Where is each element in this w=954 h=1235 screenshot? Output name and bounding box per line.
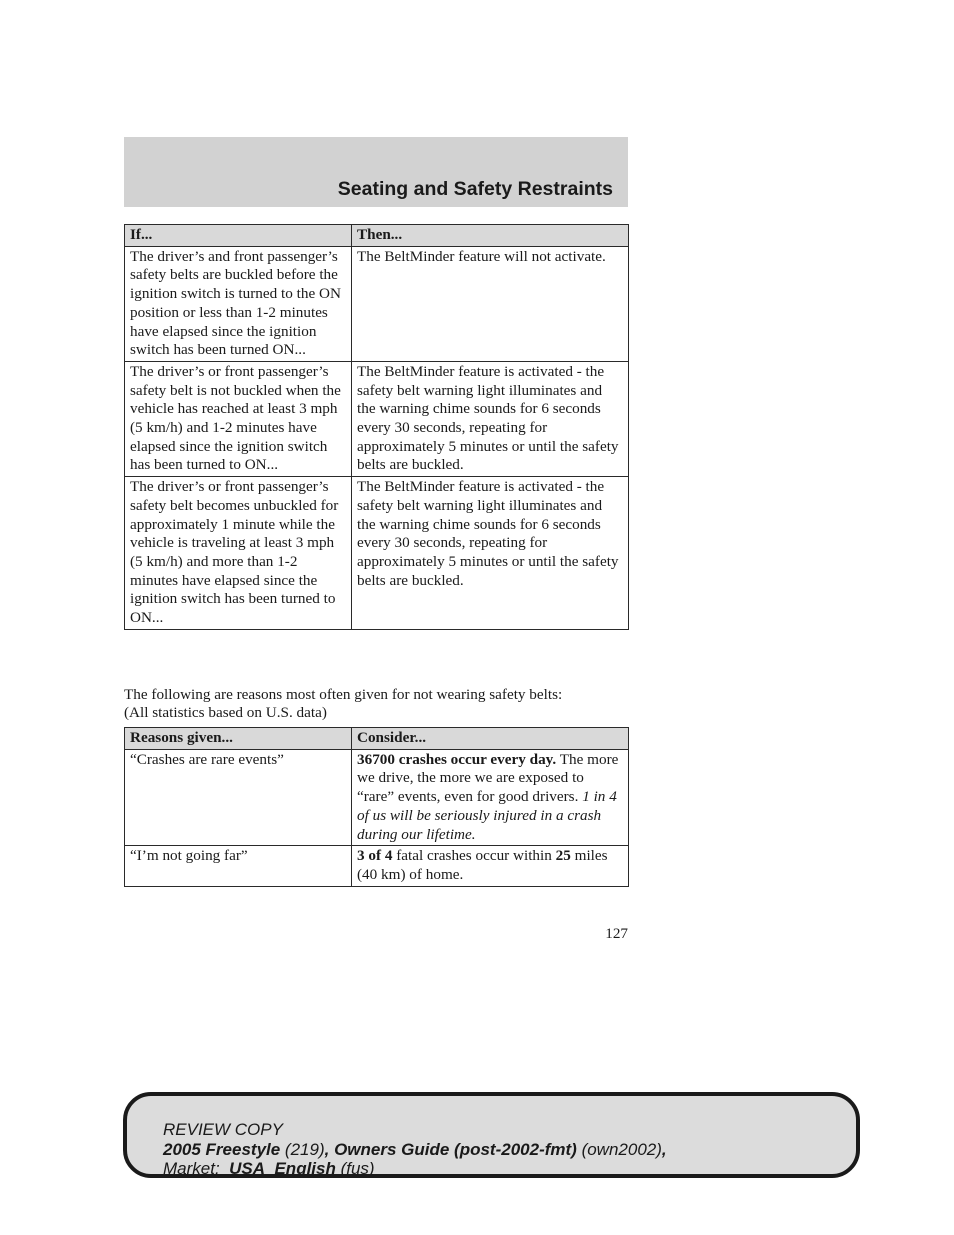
table-row bbox=[125, 846, 629, 886]
table-row bbox=[125, 246, 629, 361]
review-copy-box bbox=[123, 1092, 860, 1178]
section-title: Seating and Safety Restraints bbox=[337, 178, 613, 200]
consider-cell bbox=[352, 846, 629, 886]
table-row bbox=[125, 361, 629, 476]
condition-cell: The driver’s or front passenger’s safety belt is not buckled when the vehicle has reached at least 3 mph (5 km/h) and 1-2 minutes have elapsed since the ignition switch has been turned to ON... bbox=[125, 361, 352, 476]
result-cell: The BeltMinder feature will not activate. bbox=[352, 246, 629, 361]
consider-text: fatal crashes occur within bbox=[392, 847, 556, 865]
consider-bold: 3 of 4 bbox=[357, 847, 393, 865]
review-sep-2: , bbox=[661, 1139, 667, 1159]
review-market: USA_English bbox=[229, 1159, 336, 1178]
column-header-then: Then... bbox=[352, 225, 629, 247]
table-header-row bbox=[125, 225, 629, 247]
table-header-row bbox=[125, 728, 629, 750]
review-guide-code: (own2002) bbox=[576, 1139, 662, 1159]
consider-bold: 36700 crashes occur every day. bbox=[357, 750, 557, 768]
review-copy-text bbox=[163, 1120, 667, 1179]
consider-text: The more we drive, the more we are exposed to “rare” events, even for good drivers. bbox=[357, 750, 619, 806]
column-header-consider: Consider... bbox=[352, 728, 629, 750]
page-number: 127 bbox=[605, 925, 628, 942]
consider-italic: 1 in 4 of us will be seriously injured in a crash during our lifetime. bbox=[357, 788, 617, 843]
reasons-table bbox=[124, 727, 629, 887]
review-model-line bbox=[163, 1140, 667, 1160]
review-model-code: (219) bbox=[280, 1139, 325, 1159]
review-model: 2005 Freestyle bbox=[163, 1139, 281, 1159]
reason-cell: “I’m not going far” bbox=[125, 846, 352, 886]
result-cell: The BeltMinder feature is activated - the safety belt warning light illuminates and the warning chime sounds for 6 seconds every 30 seconds, repeating for approximately 5 minutes or until the safety belts are buckled. bbox=[352, 361, 629, 476]
result-cell: The BeltMinder feature is activated - the safety belt warning light illuminates and the warning chime sounds for 6 seconds every 30 seconds, repeating for approximately 5 minutes or until the safety belts are buckled. bbox=[352, 477, 629, 630]
reasons-intro bbox=[124, 686, 634, 721]
condition-cell: The driver’s and front passenger’s safety belts are buckled before the ignition switch is turned to the ON position or less than 1-2 minutes have elapsed since the ignition switch has been turned ON... bbox=[125, 246, 352, 361]
intro-line-1: The following are reasons most often given for not wearing safety belts: bbox=[124, 686, 563, 703]
consider-bold-2: 25 bbox=[555, 847, 571, 865]
section-header-band bbox=[124, 137, 628, 207]
intro-line-2: (All statistics based on U.S. data) bbox=[124, 703, 327, 721]
consider-text-2: miles (40 km) of home. bbox=[357, 847, 608, 883]
review-market-code: (fus) bbox=[335, 1159, 375, 1178]
table-row bbox=[125, 749, 629, 846]
consider-cell bbox=[352, 749, 629, 846]
review-market-label: Market: bbox=[163, 1159, 230, 1178]
column-header-if: If... bbox=[125, 225, 352, 247]
review-sep-1: , bbox=[324, 1139, 335, 1159]
reason-cell: “Crashes are rare events” bbox=[125, 749, 352, 846]
condition-cell: The driver’s or front passenger’s safety belt becomes unbuckled for approximately 1 minute while the vehicle is traveling at least 3 mph (5 km/h) and more than 1-2 minutes have elapsed since the ignition switch has been turned to ON... bbox=[125, 477, 352, 630]
review-copy-label: REVIEW COPY bbox=[163, 1120, 283, 1139]
table-row bbox=[125, 477, 629, 630]
review-market-line bbox=[163, 1159, 667, 1179]
beltminder-table bbox=[124, 224, 629, 630]
review-guide: Owners Guide (post-2002-fmt) bbox=[334, 1139, 577, 1159]
column-header-reasons: Reasons given... bbox=[125, 728, 352, 750]
